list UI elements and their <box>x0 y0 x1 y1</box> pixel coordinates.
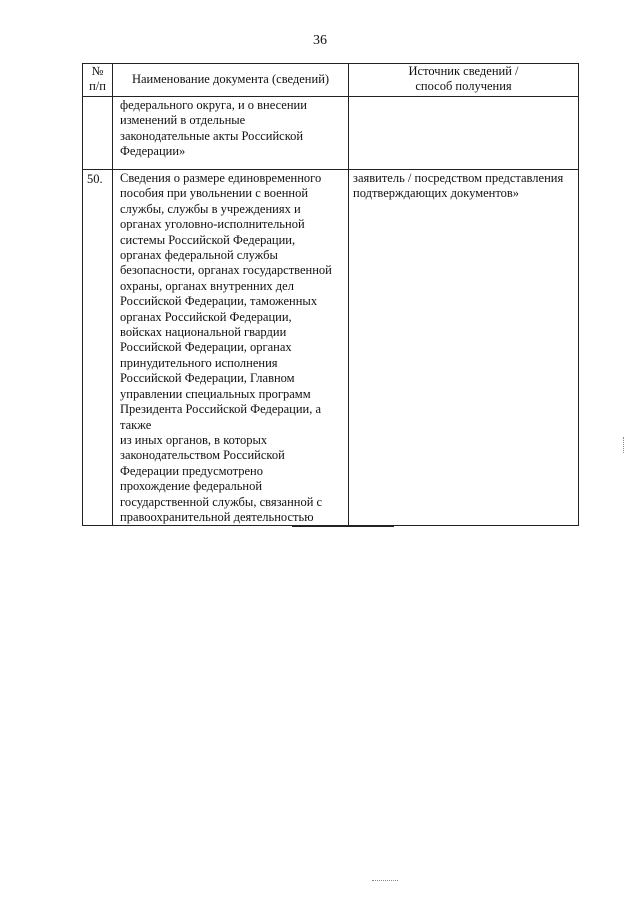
header-source <box>349 64 579 97</box>
documents-table <box>82 63 579 526</box>
name-line: изменений в отдельные <box>120 113 246 128</box>
name-line: из иных органов, в которых <box>120 432 268 447</box>
name-line: охраны, органах внутренних дел <box>120 278 294 293</box>
name-line: управлении специальных программ <box>120 386 311 401</box>
table-header-row <box>83 64 579 97</box>
page-number: 36 <box>313 33 327 48</box>
row-document-name <box>113 170 349 526</box>
name-line: государственной службы, связанной с <box>120 494 323 509</box>
name-line: федерального округа, и о внесении <box>120 98 307 112</box>
name-line: прохождение федеральной <box>120 479 263 494</box>
header-number <box>83 64 113 97</box>
name-line: также <box>120 417 152 432</box>
name-line: Российской Федерации, органах <box>120 340 292 355</box>
row-number <box>83 97 113 170</box>
name-line: системы Российской Федерации, <box>120 232 296 247</box>
name-line: Российской Федерации, таможенных <box>120 294 318 309</box>
name-line: Российской Федерации, Главном <box>120 371 295 386</box>
row-source <box>349 97 579 170</box>
name-line: органах Российской Федерации, <box>120 309 292 324</box>
name-line: законодательством Российской <box>120 448 285 463</box>
header-source-line-1: Источник сведений / <box>408 64 519 78</box>
name-line: Федерации» <box>120 144 186 159</box>
header-number-abbrev: п/п <box>89 79 106 93</box>
source-line: заявитель / посредством представления <box>353 171 564 185</box>
header-number-symbol: № <box>91 64 104 78</box>
row-document-name <box>113 97 349 170</box>
footer-rule <box>372 880 398 881</box>
name-line: пособия при увольнении с военной <box>120 186 309 201</box>
name-line: органах федеральной службы <box>120 248 278 263</box>
name-line: Сведения о размере единовременного <box>120 171 322 185</box>
margin-scan-mark <box>623 437 624 453</box>
name-line: правоохранительной деятельностью <box>120 509 314 524</box>
header-source-line-2: способ получения <box>415 79 512 93</box>
table-row <box>83 97 579 170</box>
row-number: 50. <box>83 170 113 526</box>
name-line: законодательные акты Российской <box>120 128 304 143</box>
row-source <box>349 170 579 526</box>
name-line: службы, службы в учреждениях и <box>120 201 301 216</box>
source-line: подтверждающих документов» <box>353 186 520 201</box>
table-row <box>83 170 579 526</box>
name-line: Президента Российской Федерации, а <box>120 402 322 417</box>
name-line: войсках национальной гвардии <box>120 325 287 340</box>
name-line: органах уголовно-исполнительной <box>120 217 305 232</box>
name-line: Федерации предусмотрено <box>120 463 263 478</box>
name-line: принудительного исполнения <box>120 355 278 370</box>
end-of-table-rule <box>292 526 394 527</box>
header-document-name: Наименование документа (сведений) <box>113 64 349 97</box>
name-line: безопасности, органах государственной <box>120 263 332 278</box>
